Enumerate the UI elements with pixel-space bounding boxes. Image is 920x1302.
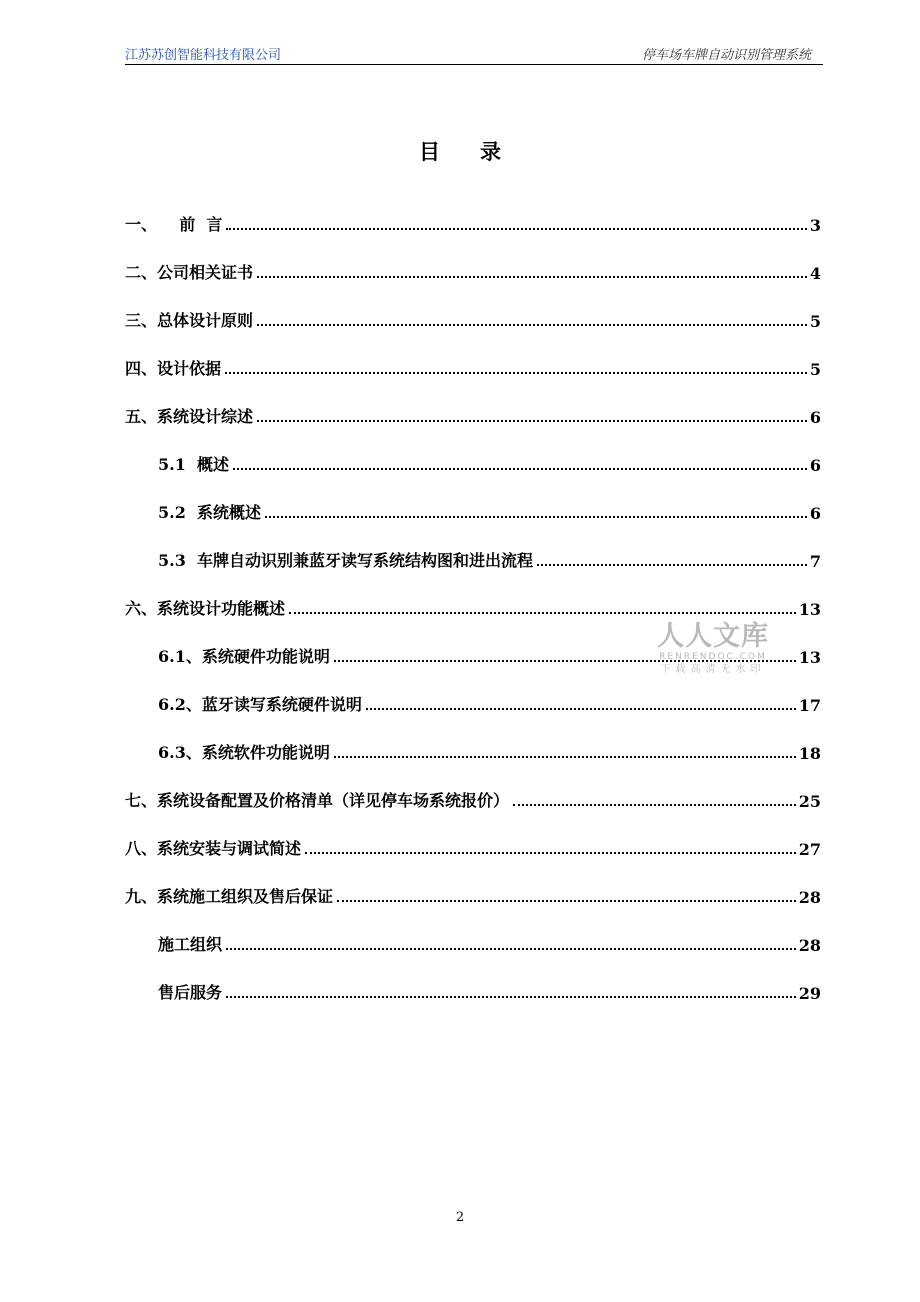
- toc-entry-label: 5.1 概述: [158, 455, 229, 474]
- toc-entry-5-2[interactable]: [158, 501, 821, 523]
- toc-entry-page: 6: [809, 504, 821, 523]
- watermark-logo-text: 人人文库: [657, 621, 769, 652]
- toc-leader: [226, 996, 796, 998]
- page-number: 2: [455, 1210, 465, 1225]
- toc-entry-3[interactable]: [125, 309, 821, 331]
- toc-leader: [366, 708, 796, 710]
- toc-entry-page: 29: [798, 984, 821, 1003]
- toc-entry-4[interactable]: [125, 357, 821, 379]
- watermark-domain: RENRENDOC.COM: [659, 652, 767, 662]
- toc-entry-label: 四、设计依据: [125, 359, 222, 378]
- system-name: 停车场车牌自动识别管理系统: [641, 48, 811, 63]
- toc-entry-7[interactable]: [125, 789, 821, 811]
- toc-entry-page: 28: [798, 888, 821, 907]
- toc-entry-label: 六、系统设计功能概述: [125, 599, 286, 618]
- toc-leader: [225, 372, 807, 374]
- toc-leader: [226, 948, 796, 950]
- watermark: [648, 622, 778, 677]
- toc-entry-label: 6.1、系统硬件功能说明: [158, 647, 330, 666]
- watermark-tagline: 下载高清无水印: [660, 664, 766, 675]
- toc-entry-label: 售后服务: [158, 983, 223, 1002]
- toc-leader: [305, 852, 796, 854]
- toc-entry-5-1[interactable]: [158, 453, 821, 475]
- toc-leader: [226, 228, 806, 230]
- toc-entry-label: 一、 前 言: [125, 215, 223, 234]
- toc-entry-2[interactable]: [125, 261, 821, 283]
- page-title: 目录: [419, 139, 541, 164]
- toc-entry-page: 18: [798, 744, 821, 763]
- toc-leader: [233, 468, 807, 470]
- toc-entry-label: 6.3、系统软件功能说明: [158, 743, 330, 762]
- toc-entry-page: 28: [798, 936, 821, 955]
- toc-leader: [265, 516, 807, 518]
- toc-entry-5[interactable]: [125, 405, 821, 427]
- toc-leader: [257, 324, 807, 326]
- toc-entry-page: 13: [798, 600, 821, 619]
- toc-leader: [257, 276, 807, 278]
- toc-entry-6-2[interactable]: [158, 693, 821, 715]
- toc-leader: [513, 804, 796, 806]
- page-header: [125, 40, 823, 65]
- toc-leader: [337, 900, 796, 902]
- toc-entry-label: 5.3 车牌自动识别兼蓝牙读写系统结构图和进出流程: [158, 551, 533, 570]
- toc-entry-page: 3: [809, 216, 821, 235]
- toc-entry-label: 5.2 系统概述: [158, 503, 261, 522]
- toc-entry-6[interactable]: [125, 597, 821, 619]
- toc-entry-page: 6: [809, 456, 821, 475]
- toc-entry-page: 4: [809, 264, 821, 283]
- toc-entry-page: 5: [809, 360, 821, 379]
- toc-leader: [334, 756, 796, 758]
- toc-entry-page: 5: [809, 312, 821, 331]
- toc-entry-9-1[interactable]: [158, 933, 821, 955]
- toc-leader: [257, 420, 807, 422]
- toc-entry-label: 五、系统设计综述: [125, 407, 254, 426]
- toc-entry-6-3[interactable]: [158, 741, 821, 763]
- toc-entry-5-3[interactable]: [158, 549, 821, 571]
- toc-entry-label: 施工组织: [158, 935, 223, 954]
- toc-leader: [289, 612, 796, 614]
- toc-entry-page: 27: [798, 840, 821, 859]
- toc-entry-page: 25: [798, 792, 821, 811]
- toc-entry-8[interactable]: [125, 837, 821, 859]
- toc-entry-label: 九、系统施工组织及售后保证: [125, 887, 334, 906]
- toc-entry-label: 三、总体设计原则: [125, 311, 254, 330]
- toc-entry-label: 二、公司相关证书: [125, 263, 254, 282]
- toc-entry-page: 17: [798, 696, 821, 715]
- toc-entry-page: 13: [798, 648, 821, 667]
- toc-entry-9-2[interactable]: [158, 981, 821, 1003]
- toc-entry-label: 七、系统设备配置及价格清单（详见停车场系统报价）: [125, 791, 510, 810]
- toc-entry-1[interactable]: [125, 213, 821, 235]
- toc-entry-9[interactable]: [125, 885, 821, 907]
- toc-entry-page: 6: [809, 408, 821, 427]
- company-name: 江苏苏创智能科技有限公司: [125, 48, 282, 63]
- toc-entry-page: 7: [809, 552, 821, 571]
- toc-entry-label: 6.2、蓝牙读写系统硬件说明: [158, 695, 362, 714]
- toc-leader: [537, 564, 807, 566]
- toc-entry-label: 八、系统安装与调试简述: [125, 839, 302, 858]
